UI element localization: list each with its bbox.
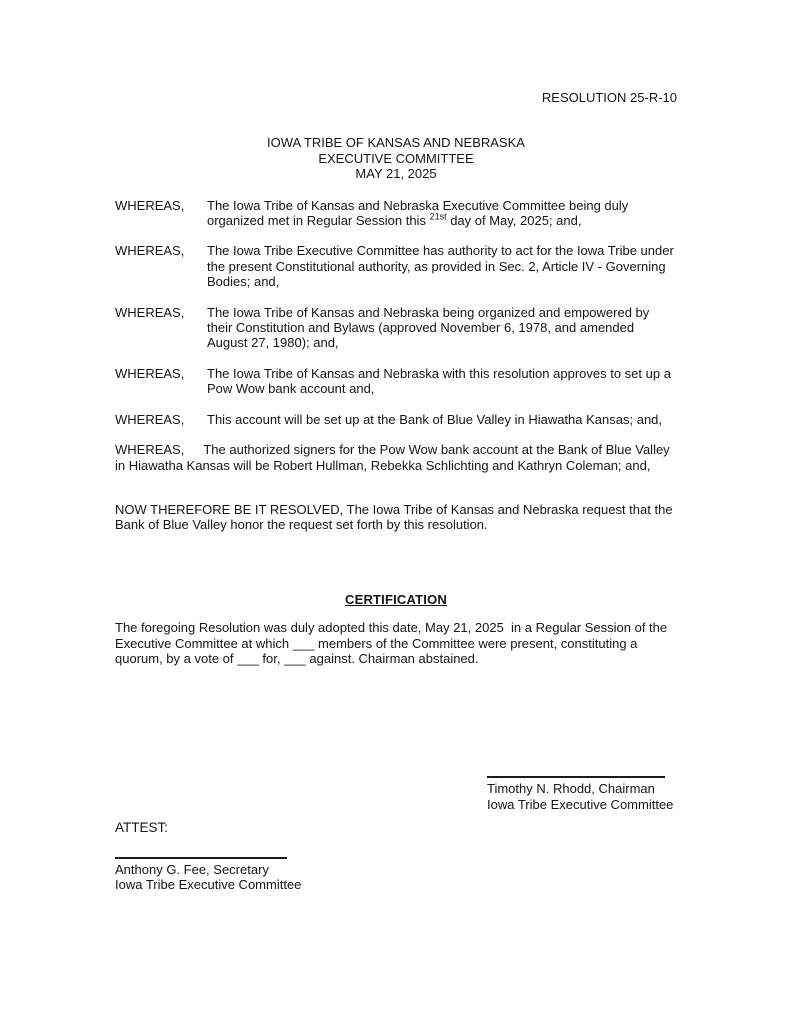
- secretary-org: Iowa Tribe Executive Committee: [115, 876, 302, 892]
- chairman-org: Iowa Tribe Executive Committee: [487, 796, 674, 812]
- whereas-label: WHEREAS,: [115, 197, 185, 213]
- resolved-clause: NOW THEREFORE BE IT RESOLVED, The Iowa Tribe of Kansas and Nebraska request that the Bank of Blue Valley honor the request set forth by this resolution.: [115, 501, 677, 533]
- whereas-text: [207, 198, 677, 229]
- resolution-number: RESOLUTION 25-R-10: [541, 90, 677, 105]
- ordinal-superscript: 21st: [429, 211, 447, 222]
- chairman-signature-block: [487, 776, 677, 812]
- document-header: [115, 135, 677, 181]
- chairman-name: Timothy N. Rhodd, Chairman: [487, 781, 655, 797]
- header-org-name: IOWA TRIBE OF KANSAS AND NEBRASKA: [267, 135, 525, 151]
- whereas-text-after-sup: day of May, 2025; and,: [446, 213, 582, 229]
- certification-title: CERTIFICATION: [344, 591, 448, 607]
- whereas-clause-3: [115, 305, 677, 351]
- whereas-clause-1: [115, 198, 677, 229]
- document-content: [115, 0, 677, 892]
- whereas-clause-2: [115, 243, 677, 289]
- whereas-text: This account will be set up at the Bank of Blue Valley in Hiawatha Kansas; and,: [207, 411, 663, 427]
- whereas-label: WHEREAS,: [115, 243, 185, 259]
- whereas-text: The authorized signers for the Pow Wow bank account at the Bank of Blue Valley in Hiawatha Kansas will be Robert Hullman, Rebekka Schlichting and Kathryn Coleman; and,: [115, 442, 674, 473]
- whereas-label: WHEREAS,: [115, 411, 185, 427]
- header-date: MAY 21, 2025: [355, 166, 437, 182]
- whereas-text: The Iowa Tribe Executive Committee has authority to act for the Iowa Tribe under the present Constitutional authority, as provided in Sec. 2, Article IV - Governing Bodies; and,: [207, 243, 678, 290]
- secretary-name: Anthony G. Fee, Secretary: [115, 861, 269, 877]
- whereas-text: The Iowa Tribe of Kansas and Nebraska being organized and empowered by their Constitution and Bylaws (approved November 6, 1978, and amended August 27, 1980); and,: [207, 304, 653, 351]
- whereas-text-before-sup: The Iowa Tribe of Kansas and Nebraska Executive Committee being duly organized met in Regular Session this: [207, 197, 632, 229]
- secretary-signature-block: [115, 857, 315, 893]
- chairman-signature-line: [487, 776, 665, 778]
- whereas-clause-4: [115, 366, 677, 397]
- header-committee: EXECUTIVE COMMITTEE: [318, 150, 474, 166]
- attest-label: ATTEST:: [115, 820, 169, 836]
- certification-body: The foregoing Resolution was duly adopted this date, May 21, 2025 in a Regular Session of the Executive Committee at which ___ members of the Committee were present, constituting a quorum, by a vote of ___ for, ___ against. Chairman abstained.: [115, 620, 671, 666]
- whereas-text: The Iowa Tribe of Kansas and Nebraska with this resolution approves to set up a Pow Wow bank account and,: [207, 365, 675, 397]
- secretary-signature-line: [115, 857, 287, 859]
- whereas-label: WHEREAS,: [115, 304, 185, 320]
- whereas-label: WHEREAS,: [115, 442, 185, 458]
- whereas-clause-5: [115, 412, 677, 427]
- whereas-label: WHEREAS,: [115, 365, 185, 381]
- whereas-clause-6: [115, 442, 677, 473]
